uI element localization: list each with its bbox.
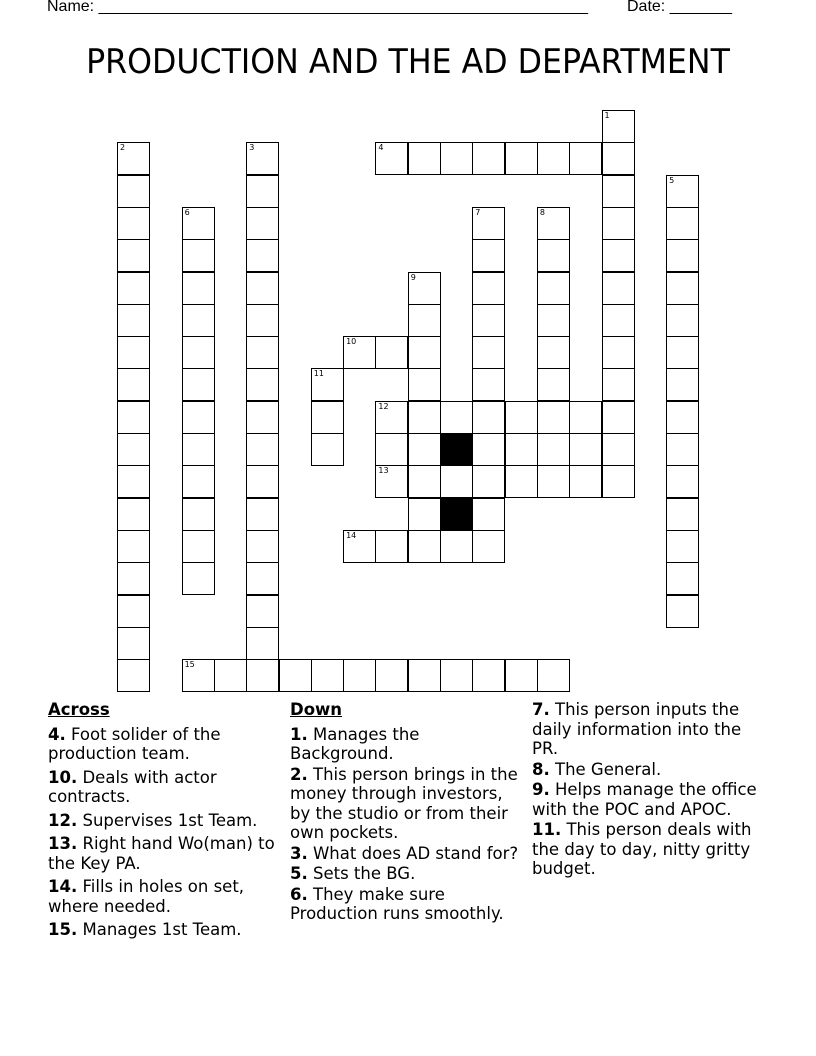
answer-square[interactable] bbox=[408, 368, 441, 401]
answer-square[interactable] bbox=[666, 465, 699, 498]
clue-text: Deals with actor contracts. bbox=[48, 767, 217, 806]
answer-square[interactable] bbox=[472, 336, 505, 369]
answer-square[interactable] bbox=[666, 433, 699, 466]
answer-square[interactable] bbox=[602, 272, 635, 305]
answer-square[interactable] bbox=[246, 175, 279, 208]
clue-number: 7 bbox=[475, 207, 481, 217]
answer-square[interactable] bbox=[408, 530, 441, 563]
clue-text: Manages 1st Team. bbox=[77, 920, 242, 939]
clue-number-label: 3. bbox=[290, 843, 308, 863]
answer-square[interactable] bbox=[408, 433, 441, 466]
clue-text: Foot solider of the production team. bbox=[48, 724, 221, 763]
answer-square[interactable] bbox=[311, 433, 344, 466]
answer-square[interactable] bbox=[375, 465, 408, 498]
answer-square[interactable] bbox=[602, 336, 635, 369]
answer-square[interactable] bbox=[537, 401, 570, 434]
answer-square[interactable] bbox=[440, 659, 473, 692]
clue-number-label: 12. bbox=[48, 810, 78, 830]
answer-square[interactable] bbox=[408, 336, 441, 369]
answer-square[interactable] bbox=[311, 368, 344, 401]
answer-square[interactable] bbox=[505, 465, 538, 498]
across-clue bbox=[48, 811, 284, 831]
answer-square[interactable] bbox=[182, 465, 215, 498]
down-clue bbox=[532, 780, 768, 819]
answer-square[interactable] bbox=[408, 142, 441, 175]
answer-square[interactable] bbox=[182, 368, 215, 401]
clue-number-label: 11. bbox=[532, 820, 562, 839]
clue-number: 6 bbox=[184, 207, 190, 217]
answer-square[interactable] bbox=[602, 304, 635, 337]
name-field-label: Name: _______________________________________________________ bbox=[47, 0, 588, 15]
answer-square[interactable] bbox=[246, 368, 279, 401]
clue-number-label: 7. bbox=[532, 700, 550, 719]
clue-number: 10 bbox=[346, 337, 357, 347]
down-clues-continued bbox=[532, 700, 768, 880]
answer-square[interactable] bbox=[666, 368, 699, 401]
answer-square[interactable] bbox=[117, 627, 150, 660]
answer-square[interactable] bbox=[182, 304, 215, 337]
answer-square[interactable] bbox=[408, 272, 441, 305]
answer-square[interactable] bbox=[472, 207, 505, 240]
answer-square[interactable] bbox=[472, 304, 505, 337]
clue-number: 3 bbox=[249, 143, 255, 153]
answer-square[interactable] bbox=[537, 433, 570, 466]
answer-square[interactable] bbox=[343, 336, 376, 369]
clue-number: 11 bbox=[313, 369, 324, 379]
clue-number: 5 bbox=[669, 175, 675, 185]
answer-square[interactable] bbox=[117, 433, 150, 466]
clue-number-label: 15. bbox=[48, 920, 78, 939]
answer-square[interactable] bbox=[666, 530, 699, 563]
answer-square[interactable] bbox=[246, 465, 279, 498]
answer-square[interactable] bbox=[537, 304, 570, 337]
answer-square[interactable] bbox=[472, 530, 505, 563]
answer-square[interactable] bbox=[117, 465, 150, 498]
answer-square[interactable] bbox=[117, 304, 150, 337]
clue-number-label: 4. bbox=[48, 724, 66, 744]
answer-square[interactable] bbox=[666, 239, 699, 272]
answer-square[interactable] bbox=[408, 304, 441, 337]
answer-square[interactable] bbox=[375, 336, 408, 369]
answer-square[interactable] bbox=[666, 175, 699, 208]
answer-square[interactable] bbox=[602, 207, 635, 240]
clue-text: Manages the Background. bbox=[290, 724, 420, 763]
answer-square[interactable] bbox=[537, 207, 570, 240]
answer-square[interactable] bbox=[408, 659, 441, 692]
answer-square[interactable] bbox=[117, 207, 150, 240]
clue-number: 8 bbox=[539, 207, 545, 217]
clue-number-label: 8. bbox=[532, 759, 550, 779]
answer-square[interactable] bbox=[602, 465, 635, 498]
answer-square[interactable] bbox=[408, 465, 441, 498]
answer-square[interactable] bbox=[246, 401, 279, 434]
down-clue bbox=[290, 765, 526, 843]
clue-number-label: 10. bbox=[48, 767, 78, 787]
answer-square[interactable] bbox=[246, 272, 279, 305]
answer-square[interactable] bbox=[182, 401, 215, 434]
answer-square[interactable] bbox=[666, 401, 699, 434]
clue-text: Right hand Wo(man) to the Key PA. bbox=[48, 834, 275, 873]
answer-square[interactable] bbox=[117, 368, 150, 401]
answer-square[interactable] bbox=[182, 239, 215, 272]
clue-text: The General. bbox=[549, 759, 662, 779]
answer-square[interactable] bbox=[182, 272, 215, 305]
answer-square[interactable] bbox=[311, 401, 344, 434]
answer-square[interactable] bbox=[602, 175, 635, 208]
answer-square[interactable] bbox=[569, 465, 602, 498]
answer-square[interactable] bbox=[279, 659, 312, 692]
answer-square[interactable] bbox=[182, 433, 215, 466]
answer-square[interactable] bbox=[602, 368, 635, 401]
answer-square[interactable] bbox=[569, 433, 602, 466]
answer-square[interactable] bbox=[375, 433, 408, 466]
answer-square[interactable] bbox=[182, 207, 215, 240]
date-field-label: Date: _______ bbox=[627, 0, 732, 15]
answer-square[interactable] bbox=[182, 530, 215, 563]
down-clue-list bbox=[290, 725, 526, 924]
answer-square[interactable] bbox=[472, 272, 505, 305]
answer-square[interactable] bbox=[246, 433, 279, 466]
answer-square[interactable] bbox=[408, 401, 441, 434]
down-clue bbox=[290, 725, 526, 764]
answer-square[interactable] bbox=[311, 659, 344, 692]
answer-square[interactable] bbox=[375, 659, 408, 692]
answer-square[interactable] bbox=[343, 659, 376, 692]
answer-square[interactable] bbox=[246, 659, 279, 692]
answer-square[interactable] bbox=[537, 659, 570, 692]
answer-square[interactable] bbox=[440, 465, 473, 498]
clue-number-label: 2. bbox=[290, 764, 308, 784]
clue-number: 15 bbox=[184, 660, 195, 670]
answer-square[interactable] bbox=[182, 498, 215, 531]
answer-square[interactable] bbox=[117, 175, 150, 208]
answer-square[interactable] bbox=[246, 304, 279, 337]
clue-number: 9 bbox=[410, 272, 416, 282]
answer-square[interactable] bbox=[246, 336, 279, 369]
answer-square[interactable] bbox=[602, 401, 635, 434]
answer-square[interactable] bbox=[472, 498, 505, 531]
down-clue bbox=[290, 864, 526, 884]
down-clue-list-continued bbox=[532, 700, 768, 879]
clue-number: 4 bbox=[378, 143, 384, 153]
answer-square[interactable] bbox=[440, 142, 473, 175]
clue-text: They make sure Production runs smoothly. bbox=[290, 884, 504, 923]
answer-square[interactable] bbox=[472, 433, 505, 466]
clue-number: 13 bbox=[378, 466, 389, 476]
answer-square[interactable] bbox=[537, 368, 570, 401]
down-clue bbox=[532, 700, 768, 759]
answer-square[interactable] bbox=[182, 562, 215, 595]
answer-square[interactable] bbox=[117, 272, 150, 305]
answer-square[interactable] bbox=[117, 659, 150, 692]
answer-square[interactable] bbox=[602, 110, 635, 143]
clue-text: Sets the BG. bbox=[307, 864, 416, 883]
answer-square[interactable] bbox=[117, 498, 150, 531]
clue-number-label: 5. bbox=[290, 864, 308, 883]
clue-number-label: 9. bbox=[532, 780, 550, 799]
answer-square[interactable] bbox=[246, 595, 279, 628]
answer-square[interactable] bbox=[666, 595, 699, 628]
answer-square[interactable] bbox=[343, 530, 376, 563]
down-clues bbox=[290, 700, 526, 925]
answer-square[interactable] bbox=[537, 239, 570, 272]
answer-square[interactable] bbox=[117, 336, 150, 369]
answer-square[interactable] bbox=[537, 142, 570, 175]
answer-square[interactable] bbox=[505, 433, 538, 466]
clue-number-label: 13. bbox=[48, 834, 78, 853]
answer-square[interactable] bbox=[666, 304, 699, 337]
down-clue bbox=[290, 844, 526, 864]
across-clues bbox=[48, 700, 284, 944]
answer-square[interactable] bbox=[375, 530, 408, 563]
down-clue bbox=[290, 885, 526, 924]
answer-square[interactable] bbox=[666, 498, 699, 531]
clue-text: What does AD stand for? bbox=[307, 843, 519, 863]
answer-square[interactable] bbox=[246, 530, 279, 563]
down-clue bbox=[532, 820, 768, 879]
answer-square[interactable] bbox=[472, 239, 505, 272]
answer-square[interactable] bbox=[117, 239, 150, 272]
answer-square[interactable] bbox=[246, 498, 279, 531]
across-clue-list bbox=[48, 725, 284, 940]
answer-square[interactable] bbox=[472, 465, 505, 498]
clue-text: This person deals with the day to day, nitty gritty budget. bbox=[532, 820, 752, 878]
answer-square[interactable] bbox=[602, 142, 635, 175]
clue-text: Supervises 1st Team. bbox=[77, 810, 258, 830]
across-clue bbox=[48, 725, 284, 764]
answer-square[interactable] bbox=[117, 142, 150, 175]
answer-square[interactable] bbox=[505, 401, 538, 434]
answer-square[interactable] bbox=[246, 239, 279, 272]
answer-square[interactable] bbox=[537, 336, 570, 369]
clue-number: 2 bbox=[120, 143, 126, 153]
clue-number-label: 14. bbox=[48, 877, 78, 896]
answer-square[interactable] bbox=[569, 142, 602, 175]
answer-square[interactable] bbox=[182, 659, 215, 692]
answer-square[interactable] bbox=[537, 272, 570, 305]
answer-square[interactable] bbox=[602, 239, 635, 272]
answer-square[interactable] bbox=[246, 207, 279, 240]
across-heading: Across bbox=[48, 700, 110, 719]
page-title: PRODUCTION AND THE AD DEPARTMENT bbox=[86, 42, 730, 82]
answer-square[interactable] bbox=[472, 401, 505, 434]
answer-square[interactable] bbox=[375, 401, 408, 434]
answer-square[interactable] bbox=[666, 207, 699, 240]
answer-square[interactable] bbox=[117, 595, 150, 628]
answer-square[interactable] bbox=[440, 530, 473, 563]
across-clue bbox=[48, 920, 284, 940]
down-clue bbox=[532, 760, 768, 780]
clue-number-label: 6. bbox=[290, 884, 308, 904]
answer-square[interactable] bbox=[472, 142, 505, 175]
answer-square[interactable] bbox=[505, 659, 538, 692]
answer-square[interactable] bbox=[117, 562, 150, 595]
answer-square[interactable] bbox=[214, 659, 247, 692]
clue-number: 1 bbox=[604, 111, 610, 120]
clue-number-label: 1. bbox=[290, 724, 308, 744]
answer-square[interactable] bbox=[408, 498, 441, 531]
answer-square[interactable] bbox=[505, 142, 538, 175]
clue-number: 14 bbox=[346, 530, 357, 540]
answer-square[interactable] bbox=[440, 401, 473, 434]
clue-text: Fills in holes on set, where needed. bbox=[48, 877, 245, 916]
clue-text: This person inputs the daily information into the PR. bbox=[532, 700, 742, 758]
answer-square[interactable] bbox=[666, 562, 699, 595]
answer-square[interactable] bbox=[246, 142, 279, 175]
clue-text: This person brings in the money through investors, by the studio or from their own pockets. bbox=[290, 764, 518, 842]
answer-square[interactable] bbox=[666, 272, 699, 305]
answer-square[interactable] bbox=[472, 368, 505, 401]
answer-square[interactable] bbox=[472, 659, 505, 692]
answer-square[interactable] bbox=[246, 627, 279, 660]
answer-square[interactable] bbox=[117, 530, 150, 563]
answer-square[interactable] bbox=[246, 562, 279, 595]
down-heading: Down bbox=[290, 700, 343, 719]
answer-square[interactable] bbox=[537, 465, 570, 498]
clue-number: 12 bbox=[378, 401, 389, 411]
answer-square[interactable] bbox=[602, 433, 635, 466]
answer-square[interactable] bbox=[375, 142, 408, 175]
across-clue bbox=[48, 834, 284, 873]
answer-square[interactable] bbox=[569, 401, 602, 434]
across-clue bbox=[48, 768, 284, 807]
blocked-square bbox=[440, 498, 473, 531]
clue-text: Helps manage the office with the POC and APOC. bbox=[532, 780, 757, 819]
across-clue bbox=[48, 877, 284, 916]
answer-square[interactable] bbox=[666, 336, 699, 369]
answer-square[interactable] bbox=[182, 336, 215, 369]
blocked-square bbox=[440, 433, 473, 466]
answer-square[interactable] bbox=[117, 401, 150, 434]
